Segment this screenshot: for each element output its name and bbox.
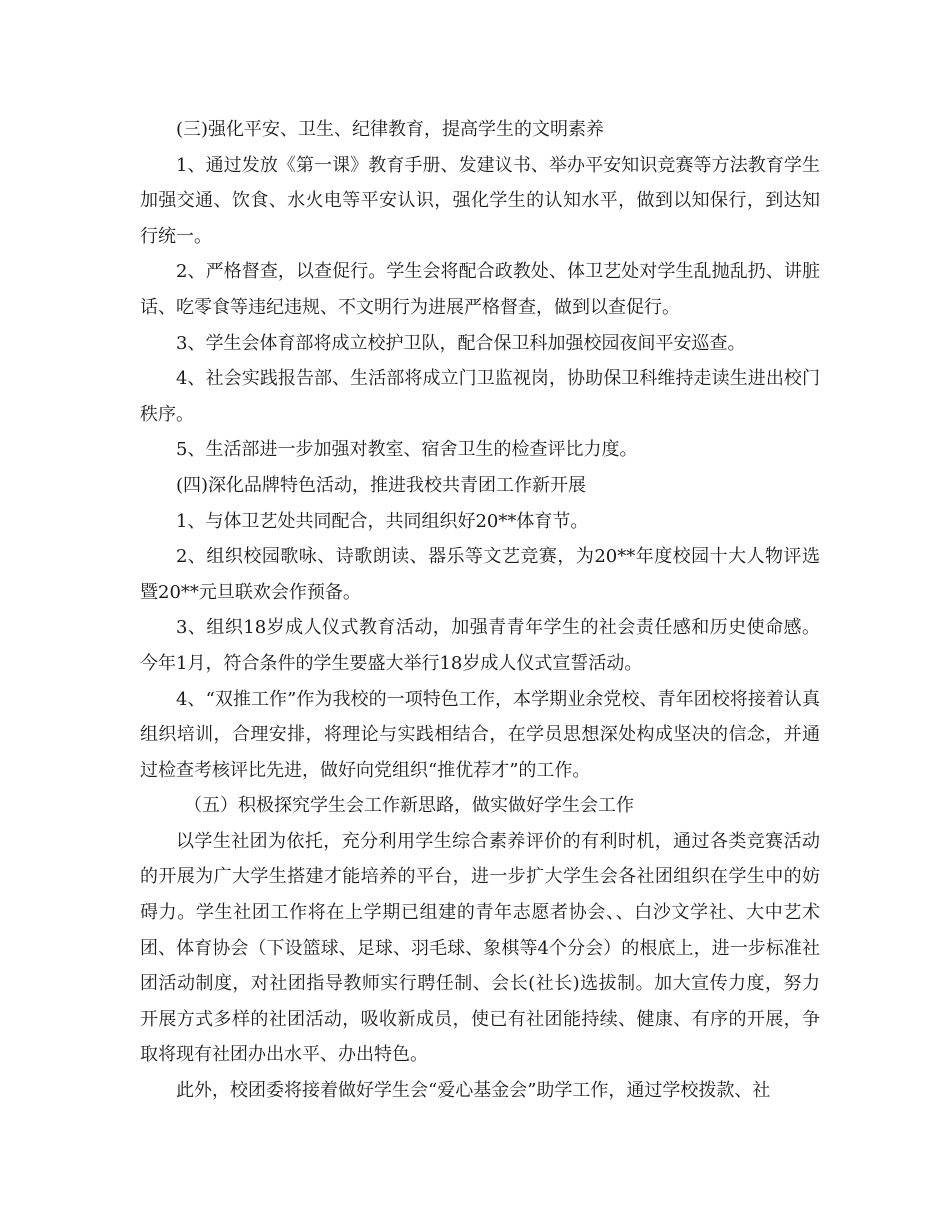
paragraph-3-1: 1、通过发放《第一课》教育手册、发建议书、举办平安知识竞赛等方法教育学生加强交通、饮食、水火电等平安认识，强化学生的认知水平，做到以知保行，到达知行统一。 bbox=[140, 154, 820, 247]
paragraph-5-1: 以学生社团为依托，充分利用学生综合素养评价的有利时机，通过各类竞赛活动的开展为广大学生搭建才能培养的平台，进一步扩大学生会各社团组织在学生中的妨碍力。学生社团工作将在上学期已组建的青年志愿者协会、、白沙文学社、大中艺术团、体育协会（下设篮球、足球、羽毛球、象棋等4个分会）的根底上，进一步标准社团活动制度，对社团指导教师实行聘任制、会长(社长)选拔制。加大宣传力度，努力开展方式多样的社团活动，吸收新成员，使已有社团能持续、健康、有序的开展，争取将现有社团办出水平、办出特色。 bbox=[140, 830, 820, 1066]
paragraph-4-2: 2、组织校园歌咏、诗歌朗读、器乐等文艺竞赛，为20**年度校园十大人物评选暨20**元旦联欢会作预备。 bbox=[140, 546, 820, 603]
paragraph-3-5: 5、生活部进一步加强对教室、宿舍卫生的检查评比力度。 bbox=[176, 439, 638, 461]
document-body bbox=[140, 112, 820, 1109]
paragraph-3-4: 4、社会实践报告部、生活部将成立门卫监视岗，协助保卫科维持走读生进出校门秩序。 bbox=[140, 368, 820, 425]
section-heading-3: (三)强化平安、卫生、纪律教育，提高学生的文明素养 bbox=[176, 119, 605, 140]
section-heading-4: (四)深化品牌特色活动，推进我校共青团工作新开展 bbox=[176, 474, 587, 496]
paragraph-4-4: 4、“双推工作”作为我校的一项特色工作，本学期业余党校、青年团校将接着认真组织培训，合理安排，将理论与实践相结合，在学员思想深处构成坚决的信念，并通过检查考核评比先进，做好向党组织“推优荐才”的工作。 bbox=[140, 688, 820, 781]
section-heading-5: （五）积极探究学生会工作新思路，做实做好学生会工作 bbox=[184, 795, 634, 817]
paragraph-5-2: 此外，校团委将接着做好学生会“爱心基金会”助学工作，通过学校拨款、社 bbox=[176, 1080, 771, 1102]
paragraph-4-1: 1、与体卫艺处共同配合，共同组织好20**体育节。 bbox=[176, 510, 589, 532]
paragraph-3-3: 3、学生会体育部将成立校护卫队，配合保卫科加强校园夜间平安巡查。 bbox=[176, 332, 746, 354]
paragraph-4-3: 3、组织18岁成人仪式教育活动，加强青青年学生的社会责任感和历史使命感。今年1月，符合条件的学生要盛大举行18岁成人仪式宣誓活动。 bbox=[140, 617, 820, 674]
paragraph-3-2: 2、严格督查，以查促行。学生会将配合政教处、体卫艺处对学生乱抛乱扔、讲脏话、吃零食等违纪违规、不文明行为进展严格督查，做到以查促行。 bbox=[140, 261, 820, 318]
